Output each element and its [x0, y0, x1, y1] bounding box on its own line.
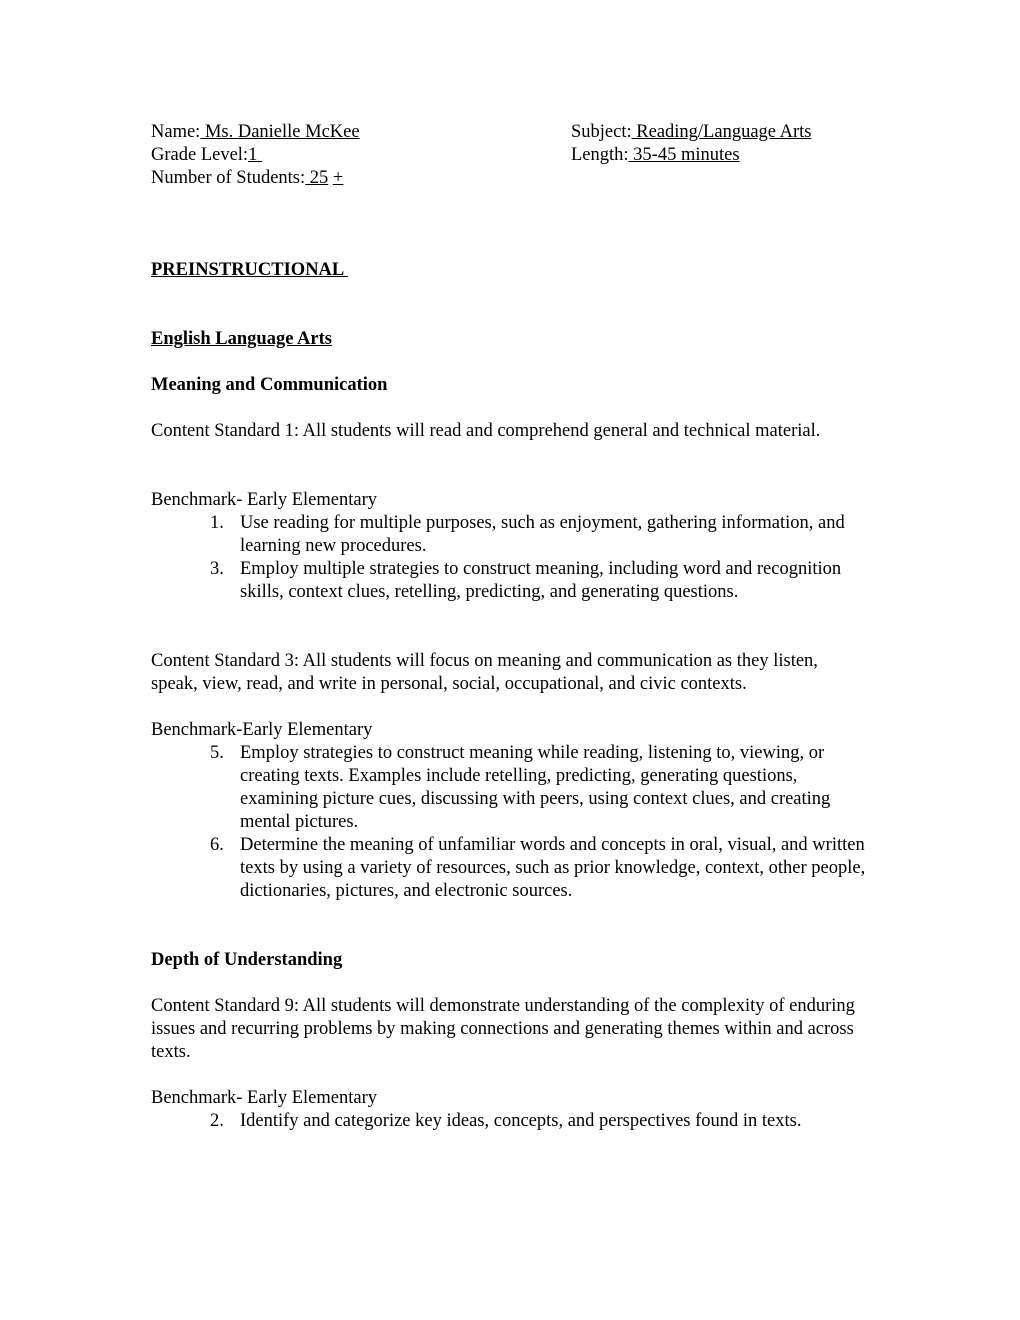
benchmark-3-label: Benchmark-Early Elementary — [151, 720, 373, 740]
grade-value: 1 — [248, 145, 262, 165]
benchmark-9-list — [151, 1110, 881, 1133]
list-item-text: Employ strategies to construct meaning while reading, listening to, viewing, or creating texts. Examples include retelling, predicting, generating questions, examining picture cues, discussing with peers, using context clues, and creating mental pictures. — [240, 743, 831, 832]
students-plus: + — [332, 168, 344, 188]
subject-field — [571, 121, 811, 144]
list-item — [151, 512, 870, 558]
depth-heading: Depth of Understanding — [151, 950, 343, 970]
header-row-3 — [151, 167, 891, 190]
header-row-1 — [151, 121, 891, 144]
list-item-text: Determine the meaning of unfamiliar words and concepts in oral, visual, and written texts by using a variety of resources, such as prior knowledge, context, other people, dictionaries, pictures, and electronic sources. — [240, 835, 866, 901]
benchmark-9 — [151, 1087, 881, 1133]
header-row-2 — [151, 144, 891, 167]
subject-value: Reading/Language Arts — [631, 122, 812, 142]
length-field — [571, 144, 740, 167]
name-value: Ms. Danielle McKee — [200, 122, 360, 142]
list-item — [151, 1110, 880, 1133]
list-item-number: 2. — [210, 1111, 224, 1131]
grade-field — [151, 144, 571, 167]
benchmark-3-list — [151, 742, 881, 903]
benchmark-1-list — [151, 512, 881, 604]
list-item — [151, 558, 860, 604]
content-standard-1: Content Standard 1: All students will read and comprehend general and technical material. — [151, 421, 821, 441]
content-standard-3: Content Standard 3: All students will focus on meaning and communication as they listen, speak, view, read, and write in personal, social, occupational, and civic contexts. — [151, 651, 818, 694]
name-label: Name: — [151, 122, 201, 142]
list-item-text: Identify and categorize key ideas, concepts, and perspectives found in texts. — [240, 1111, 802, 1131]
meaning-heading: Meaning and Communication — [151, 375, 388, 395]
list-item-text: Use reading for multiple purposes, such as enjoyment, gathering information, and learning new procedures. — [240, 513, 845, 556]
list-item-number: 1. — [210, 513, 224, 533]
students-value: 25 — [305, 168, 329, 188]
benchmark-1-label: Benchmark- Early Elementary — [151, 490, 378, 510]
grade-label: Grade Level: — [151, 145, 249, 165]
section-title: PREINSTRUCTIONAL — [151, 260, 348, 280]
list-item — [151, 834, 880, 903]
benchmark-3 — [151, 719, 881, 903]
list-item-number: 5. — [210, 743, 224, 763]
name-field — [151, 121, 571, 144]
students-label: Number of Students: — [151, 168, 306, 188]
subject-label: Subject: — [571, 122, 632, 142]
length-label: Length: — [571, 145, 629, 165]
list-item-number: 6. — [210, 835, 224, 855]
benchmark-9-label: Benchmark- Early Elementary — [151, 1088, 378, 1108]
subject-heading: English Language Arts — [151, 329, 332, 349]
list-item — [151, 742, 880, 834]
content-standard-9: Content Standard 9: All students will demonstrate understanding of the complexity of enduring issues and recurring problems by making connections and generating themes within and across texts. — [151, 996, 855, 1062]
students-field — [151, 167, 343, 190]
list-item-number: 3. — [210, 559, 224, 579]
lesson-header — [151, 121, 891, 190]
list-item-text: Employ multiple strategies to construct meaning, including word and recognition skills, context clues, retelling, predicting, and generating questions. — [240, 559, 842, 602]
benchmark-1 — [151, 489, 881, 604]
length-value: 35-45 minutes — [628, 145, 740, 165]
